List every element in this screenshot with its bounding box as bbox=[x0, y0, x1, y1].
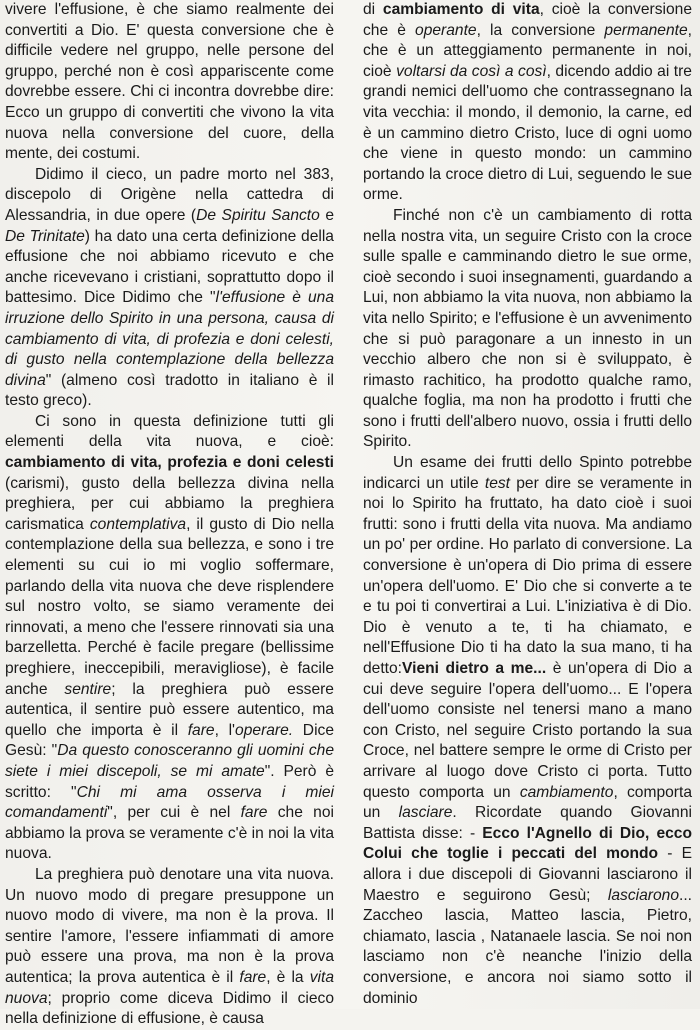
text-run: che noi abbiamo la prova se veramente c'è in noi la vita nuova. bbox=[5, 804, 334, 863]
paragraph bbox=[363, 0, 692, 206]
text-run: , è la bbox=[266, 968, 310, 986]
text-run: di bbox=[363, 1, 383, 18]
text-run: La preghiera può denotare una vita nuova. Un nuovo modo di pregare presuppone un nuovo modo di vivere, ma non è la prova. Il sentire l'amore, l'essere infiammati di amore può essere una prova, ma non è la prova autentica; la prova autentica è il bbox=[5, 865, 334, 986]
italic-text: contemplativa bbox=[89, 515, 187, 533]
right-column bbox=[363, 0, 692, 1009]
italic-text: De Trinitate bbox=[5, 227, 85, 245]
text-run: Finché non c'è un cambiamento di rotta nella nostra vita, un seguire Cristo con la croce sulle spalle e camminando dietro le sue orme, cioè secondo i suoi insegnamenti, guardando a Lui, non abbiamo la vita nuova, non abbiamo la vita nello Spirito; e l'effusione è un avvenimento che si può paragonare a un innesto in un vecchio albero che non si è sviluppato, è rimasto rachitico, ha prodotto qualche ramo, qualche foglia, ma non ha prodotto i frutti che sono i frutti dell'albero nuovo, ossia i frutti dello Spirito. bbox=[363, 206, 692, 451]
text-run: vivere l'effusione, è che siamo realmente dei convertiti a Dio. E' questa conversione che è difficile vedere nel gruppo, nelle persone del gruppo, perché non è così appariscente come dovrebbe essere. Chi ci incontra dovrebbe dire: Ecco un gruppo di convertiti che vivono la vita nuova nella conversione del cuore, della mente, dei costumi. bbox=[5, 1, 334, 163]
text-run: (carismi), gusto della bellezza divina nella preghiera, per cui abbiamo la preghiera carismatica bbox=[5, 474, 334, 533]
text-run: è un'opera di Dio a cui deve seguire l'opera dell'uomo... E l'opera dell'uomo consiste nel tenersi mano a mano con Cristo, nel seguire Cristo portando la sua Croce, nel battere sempre le orme di Cristo per arrivare al luogo dove Cristo ci porta. Tutto questo comporta un bbox=[363, 660, 692, 801]
italic-text: vita nuova bbox=[5, 968, 335, 1007]
italic-text: operante bbox=[415, 21, 477, 39]
text-run: e bbox=[319, 206, 334, 224]
paragraph bbox=[5, 165, 334, 412]
text-run: ", per cui è nel bbox=[107, 804, 241, 822]
text-run: Dice Gesù: " bbox=[5, 721, 335, 760]
text-run: , la conversione bbox=[476, 21, 605, 39]
text-run: ". Però è scritto: " bbox=[5, 762, 334, 801]
italic-text: operare. bbox=[235, 721, 294, 739]
italic-text: lasciare bbox=[398, 804, 453, 822]
text-run: , cioè la conversione che è bbox=[363, 1, 692, 39]
paragraph bbox=[5, 412, 334, 865]
italic-text: fare bbox=[239, 968, 267, 986]
text-run: , dicendo addio ai tre grandi nemici dell'uomo che contrassegnano la vita vecchia: il mondo, il demonio, la carne, ed è un cammino dietro Cristo, luce di ogni uomo che viene in questo mondo: un cammino portando la croce dietro di Lui, seguendo le sue orme. bbox=[363, 62, 692, 204]
text-run: ... Zaccheo lascia, Matteo lascia, Pietro, chiamato, lascia , Natanaele lascia. Se noi non lasciamo non c'è neanche l'inizio della conversione, e ancora noi siamo sotto il dominio bbox=[363, 886, 692, 1007]
italic-text: test bbox=[484, 474, 510, 492]
text-run: , comporta un bbox=[363, 783, 692, 822]
italic-text: lasciarono bbox=[607, 886, 679, 904]
italic-text: Chi mi ama osserva i miei comandamenti bbox=[5, 783, 334, 822]
text-run: Ci sono in questa definizione tutti gli elementi della vita nuova, e cioè: bbox=[5, 412, 334, 451]
italic-text: cambiamento bbox=[519, 783, 614, 801]
paragraph bbox=[363, 453, 692, 1009]
text-run: , il gusto di Dio nella contemplazione della sua bellezza, e sono i tre elementi su cui io mi voglio soffermare, parlando della vita nuova che deve risplendere sul nostro volto, se siamo veramente dei rinnovati, a meno che l'essere rinnovati sia una barzelletta. Perché è facile pregare (bellissime preghiere, ineccepibili, meravigliose), è facile anche bbox=[5, 515, 334, 698]
paragraph bbox=[5, 865, 334, 1030]
italic-text: l'effusione è una irruzione dello Spirito in una persona, causa di cambiamento di vita, di profezia e doni celesti, di gusto nella contemplazione della bellezza divina bbox=[5, 289, 334, 389]
text-run: per dire se veramente in noi lo Spirito ha fruttato, ha dato cioè i suoi frutti: sono i frutti della vita nuova. Ma andiamo un po' per ordine. Ho parlato di conversione. La conversione è un'opera di Dio prima di essere un'opera dell'uomo. E' Dio che si converte a te e tu poi ti convertirai a Lui. L'iniziativa è di Dio. Dio è venuto a te, ti ha chiamato, e nell'Effusione Dio ti ha dato la sua mano, ti ha detto: bbox=[363, 474, 692, 677]
italic-text: fare bbox=[240, 804, 268, 822]
text-run: Un esame dei frutti dello Spinto potrebbe indicarci un utile bbox=[363, 454, 692, 492]
bold-text: cambiamento di vita, profezia e doni celesti bbox=[5, 454, 334, 472]
paragraph bbox=[363, 206, 692, 453]
text-run: , che è un atteggiamento permanente in noi, cioè bbox=[363, 21, 692, 80]
text-run: - E allora i due discepoli di Giovanni lasciarono il Maestro e seguirono Gesù; bbox=[363, 845, 692, 904]
bold-text: Vieni dietro a me... bbox=[402, 660, 547, 677]
left-column bbox=[5, 0, 334, 1030]
text-run: ) ha dato una certa definizione della effusione che noi abbiamo ricevuto e che anche ricevevano i cristiani, soprattutto dopo il battesimo. Dice Didimo che " bbox=[5, 227, 334, 307]
italic-text: fare bbox=[187, 721, 215, 739]
text-run: Didimo il cieco, un padre morto nel 383, discepolo di Origène nella cattedra di Alessandria, in due opere ( bbox=[5, 165, 334, 224]
italic-text: voltarsi da così a così bbox=[396, 62, 547, 80]
bold-text: cambiamento di vita bbox=[382, 1, 540, 18]
italic-text: Da questo conosceranno gli uomini che siete i miei discepoli, se mi amate bbox=[5, 742, 334, 780]
italic-text: sentire bbox=[64, 680, 112, 698]
text-run: ; la preghiera può essere autentica, il sentire può essere autentico, ma quello che importa è il bbox=[5, 680, 334, 739]
italic-text: permanente bbox=[604, 21, 688, 39]
paragraph bbox=[5, 0, 334, 165]
text-run: ; proprio come diceva Didimo il cieco nella definizione di effusione, è causa bbox=[5, 989, 334, 1028]
text-run: , l' bbox=[214, 721, 236, 739]
italic-text: De Spiritu Sancto bbox=[196, 206, 320, 224]
text-run: " (almeno così tradotto in italiano è il testo greco). bbox=[5, 371, 334, 410]
text-run: . Ricordate quando Giovanni Battista disse: - bbox=[363, 804, 692, 842]
bold-text: Ecco l'Agnello di Dio, ecco Colui che toglie i peccati del mondo bbox=[363, 824, 692, 863]
